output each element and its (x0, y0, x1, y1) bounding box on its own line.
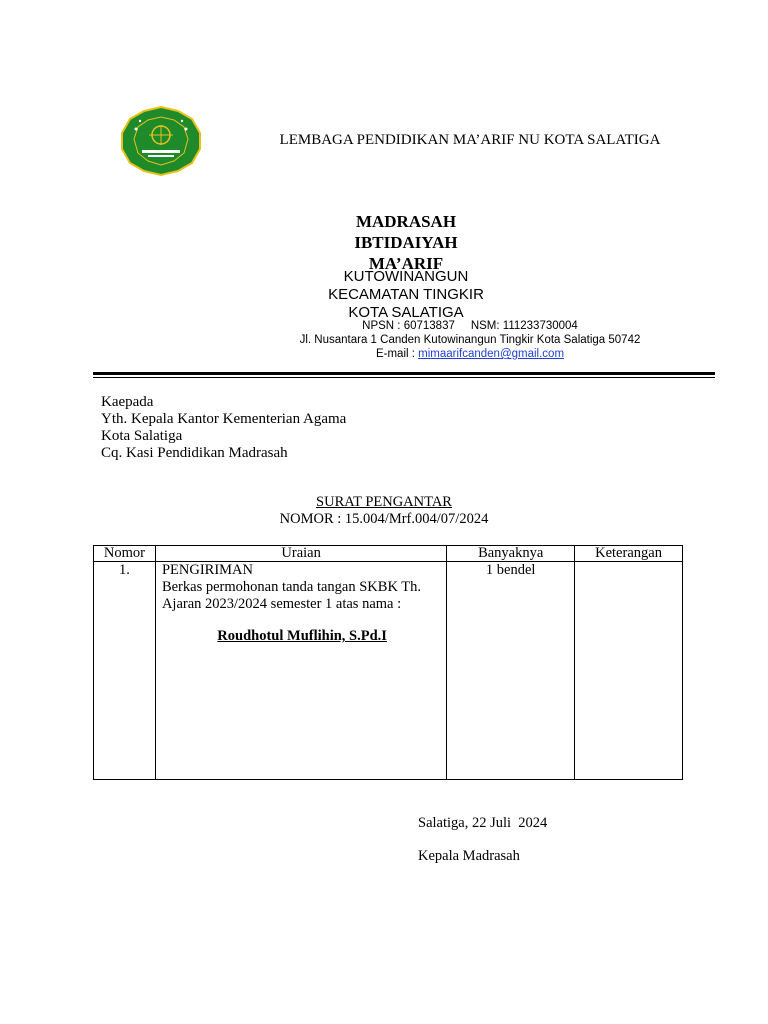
school-name-line3: MA’ARIF (368, 254, 444, 273)
header-banyaknya: Banyaknya (447, 546, 575, 562)
letter-title-block (200, 494, 568, 528)
cell-nomor: 1. (94, 562, 156, 780)
header-nomor: Nomor (94, 546, 156, 562)
letter-number: NOMOR : 15.004/Mrf.004/07/2024 (279, 511, 489, 527)
recipient-line4: Cq. Kasi Pendidikan Madrasah (101, 445, 288, 461)
address-line1: KUTOWINANGUN (343, 268, 469, 285)
recipient-block (101, 394, 346, 462)
recipient-line1: Kaepada (101, 394, 154, 410)
place-date: Salatiga, 22 Juli 2024 (418, 815, 548, 831)
email-link[interactable]: mimaarifcanden@gmail.com (418, 348, 565, 360)
uraian-text: Berkas permohonan tanda tangan SKBK Th. Ajaran 2023/2024 semester 1 atas nama : (161, 579, 422, 612)
letter-title: SURAT PENGANTAR (316, 494, 452, 510)
email-label: E-mail : (375, 348, 419, 360)
school-contact (220, 319, 720, 361)
address-line2: KECAMATAN TINGKIR (328, 286, 484, 303)
recipient-line2: Yth. Kepala Kantor Kementerian Agama (101, 411, 347, 427)
header-rule-thick (93, 372, 715, 375)
uraian-name: Roudhotul Muflihin, S.Pd.I (217, 628, 387, 644)
header-keterangan: Keterangan (575, 546, 683, 562)
table-row (94, 562, 683, 780)
school-ids: NPSN : 60713837 NSM: 111233730004 (362, 320, 578, 332)
organization-name: LEMBAGA PENDIDIKAN MA’ARIF NU KOTA SALATIGA (279, 132, 661, 148)
school-logo (116, 105, 206, 177)
school-name-line1: MADRASAH (355, 212, 457, 231)
school-street: Jl. Nusantara 1 Canden Kutowinangun Tingkir Kota Salatiga 50742 (299, 334, 641, 346)
cell-uraian (155, 562, 446, 780)
cell-keterangan (575, 562, 683, 780)
header-uraian: Uraian (155, 546, 446, 562)
school-name (256, 211, 556, 274)
items-table (93, 545, 683, 780)
cell-banyaknya: 1 bendel (447, 562, 575, 780)
school-address (256, 268, 556, 322)
school-name-line2: IBTIDAIYAH (354, 233, 458, 252)
header-rule-thin (93, 377, 715, 378)
email-line (220, 347, 720, 361)
address-line3: KOTA SALATIGA (348, 304, 464, 321)
signer-role: Kepala Madrasah (418, 848, 520, 864)
table-header-row (94, 546, 683, 562)
recipient-line3: Kota Salatiga (101, 428, 183, 444)
uraian-title: PENGIRIMAN (161, 562, 253, 578)
